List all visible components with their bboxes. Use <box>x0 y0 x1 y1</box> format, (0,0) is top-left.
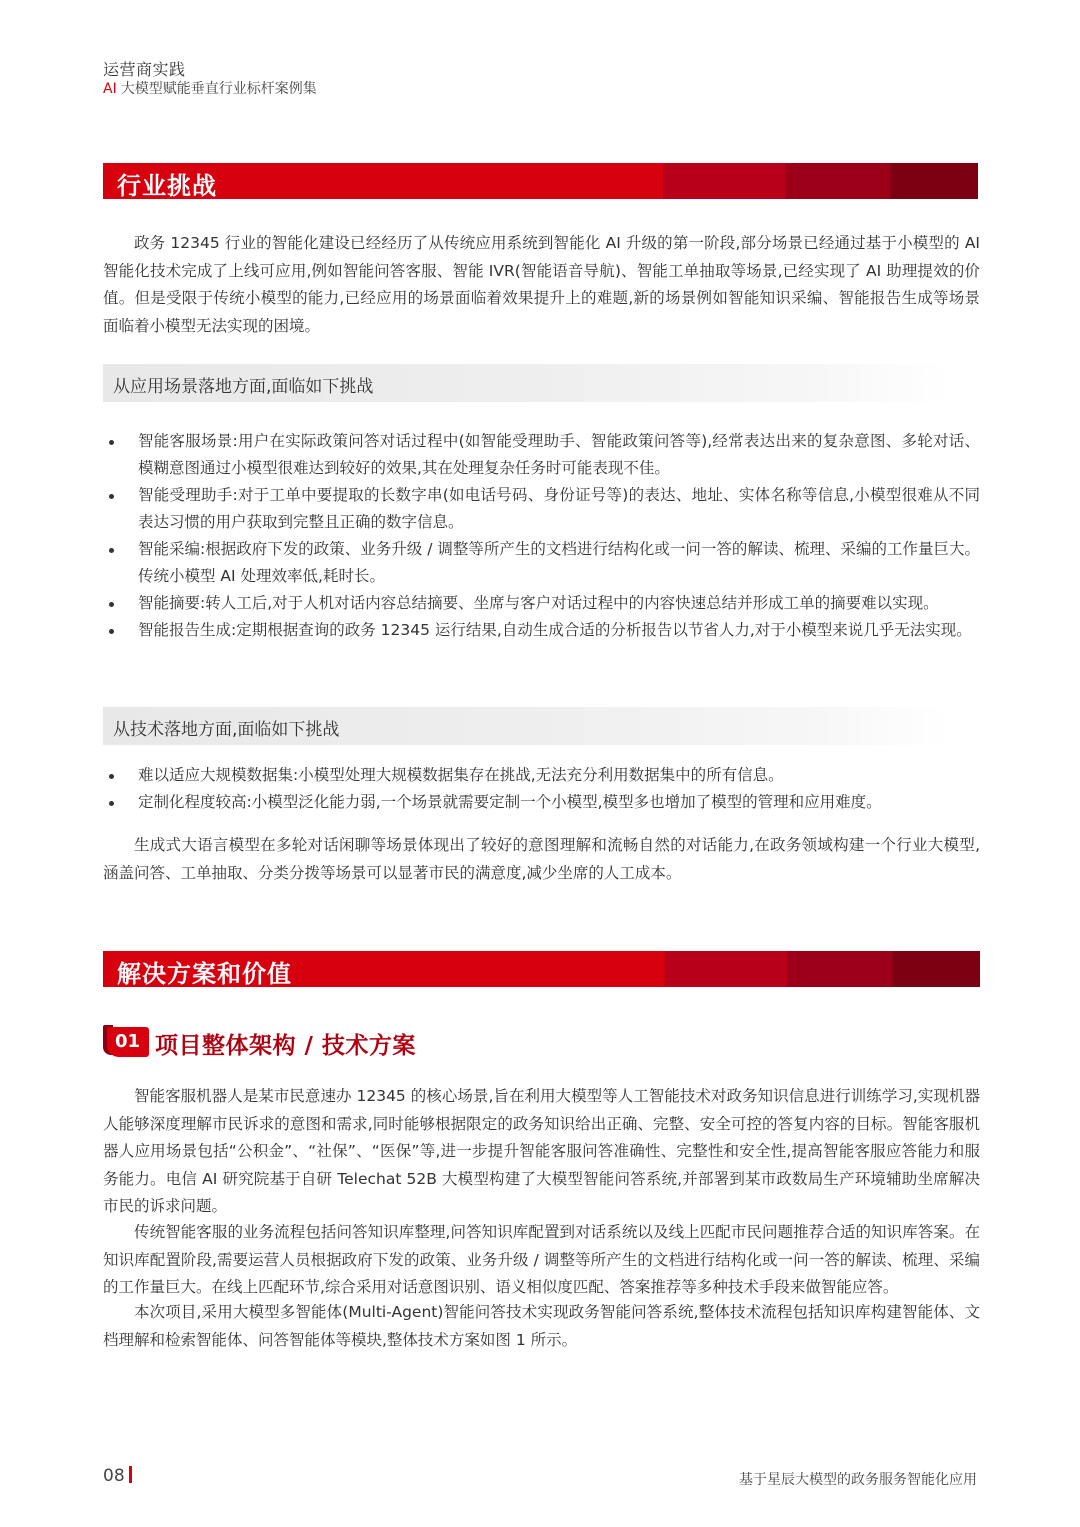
list-item: 难以适应大规模数据集:小模型处理大规模数据集存在挑战,无法充分利用数据集中的所有信息。 <box>103 762 980 789</box>
list-item: 智能采编:根据政府下发的政策、业务升级 / 调整等所产生的文档进行结构化或一问一答的解读、梳理、采编的工作量巨大。传统小模型 AI 处理效率低,耗时长。 <box>103 536 980 590</box>
footer-title: 基于星辰大模型的政务服务智能化应用 <box>739 1472 977 1488</box>
subsection-title: 从技术落地方面,面临如下挑战 <box>113 720 340 740</box>
bullet-icon <box>109 548 114 553</box>
subsection-header-technical <box>103 707 948 745</box>
subsection-header-application <box>103 364 948 402</box>
section-title: 解决方案和价值 <box>117 960 292 988</box>
page-number: 08 <box>103 1466 132 1486</box>
application-challenges-list <box>103 428 980 644</box>
body-paragraph: 智能客服机器人是某市民意速办 12345 的核心场景,旨在利用大模型等人工智能技术对政务知识信息进行训练学习,实现机器人能够深度理解市民诉求的意图和需求,同时能够根据限定的政务知识给出正确、完整、安全可控的答复内容的目标。智能客服机器人应用场景包括“公积金”、“社保”、“医保”等,进一步提升智能客服问答准确性、完整性和安全性,提高智能客服应答能力和服务能力。电信 AI 研究院基于自研 Telechat 52B 大模型构建了大模型智能问答系统,并部署到某市政数局生产环境辅助坐席解决市民的诉求问题。 <box>103 1087 980 1215</box>
bullet-icon <box>109 602 114 607</box>
section-header-challenges <box>103 163 978 199</box>
section-number-badge <box>103 1023 149 1057</box>
list-item: 智能客服场景:用户在实际政策问答对话过程中(如智能受理助手、智能政策问答等),经常表达出来的复杂意图、多轮对话、模糊意图通过小模型很难达到较好的效果,其在处理复杂任务时可能表现不佳。 <box>103 428 980 482</box>
section-header-solution <box>103 951 980 987</box>
running-header-title: 运营商实践 <box>103 60 186 79</box>
subtitle-ai-label: AI <box>103 81 117 97</box>
list-item: 定制化程度较高:小模型泛化能力弱,一个场景就需要定制一个小模型,模型多也增加了模型的管理和应用难度。 <box>103 789 980 816</box>
bullet-icon <box>109 774 114 779</box>
badge-number: 01 <box>115 1031 141 1052</box>
list-item: 智能摘要:转人工后,对于人机对话内容总结摘要、坐席与客户对话过程中的内容快速总结并形成工单的摘要难以实现。 <box>103 590 980 617</box>
bullet-icon <box>109 440 114 445</box>
page-number-divider <box>129 1466 132 1483</box>
running-header-subtitle <box>103 78 317 98</box>
technical-challenges-list <box>103 762 980 816</box>
bullet-icon <box>109 494 114 499</box>
subsection-title: 从应用场景落地方面,面临如下挑战 <box>113 377 374 397</box>
body-paragraph: 传统智能客服的业务流程包括问答知识库整理,问答知识库配置到对话系统以及线上匹配市民问题推荐合适的知识库答案。在知识库配置阶段,需要运营人员根据政府下发的政策、业务升级 / 调整等所产生的文档进行结构化或一问一答的解读、梳理、采编的工作量巨大。在线上匹配环节,综合采用对话意图识别、语义相似度匹配、答案推荐等多种技术手段来做智能应答。 <box>103 1223 980 1296</box>
bullet-icon <box>109 629 114 634</box>
bullet-icon <box>109 801 114 806</box>
subtitle-text: 大模型赋能垂直行业标杆案例集 <box>120 81 317 97</box>
intro-paragraph: 政务 12345 行业的智能化建设已经经历了从传统应用系统到智能化 AI 升级的第一阶段,部分场景已经通过基于小模型的 AI 智能化技术完成了上线可应用,例如智能问答客服、智能 IVR(智能语音导航)、智能工单抽取等场景,已经实现了 AI 助理提效的价值。但是受限于传统小模型的能力,已经应用的场景面临着效果提升上的难题,新的场景例如智能知识采编、智能报告生成等场景面临着小模型无法实现的困境。 <box>103 234 980 335</box>
closing-paragraph: 生成式大语言模型在多轮对话闲聊等场景体现出了较好的意图理解和流畅自然的对话能力,在政务领域构建一个行业大模型,涵盖问答、工单抽取、分类分拨等场景可以显著市民的满意度,减少坐席的人工成本。 <box>103 836 980 882</box>
list-item: 智能受理助手:对于工单中要提取的长数字串(如电话号码、身份证号等)的表达、地址、实体名称等信息,小模型很难从不同表达习惯的用户获取到完整且正确的数字信息。 <box>103 482 980 536</box>
section-title: 行业挑战 <box>117 172 217 200</box>
list-item: 智能报告生成:定期根据查询的政务 12345 运行结果,自动生成合适的分析报告以节省人力,对于小模型来说几乎无法实现。 <box>103 617 980 644</box>
subheading-architecture: 项目整体架构 / 技术方案 <box>155 1033 416 1059</box>
body-paragraph: 本次项目,采用大模型多智能体(Multi-Agent)智能问答技术实现政务智能问答系统,整体技术流程包括知识库构建智能体、文档理解和检索智能体、问答智能体等模块,整体技术方案如图 1 所示。 <box>103 1303 980 1349</box>
